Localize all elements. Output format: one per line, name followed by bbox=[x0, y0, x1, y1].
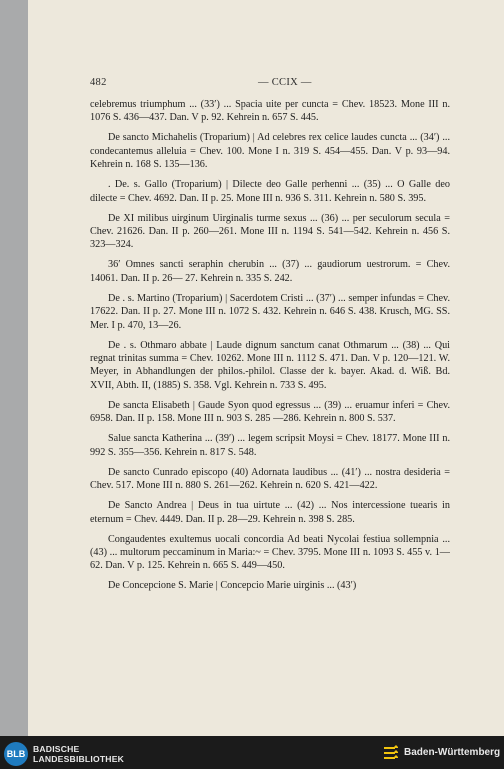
entry: De . s. Martino (Troparium) | Sacerdotem Cristi ... (37′) ... semper infundas = Chev. 17622. Dan. II p. 27. Mone III n. 1072 S. 432. Kehrein n. 646 S. 438. Krusch, MG. SS. Mer. I p. 470, 13—26. bbox=[90, 292, 450, 331]
blb-logo-icon[interactable]: BLB bbox=[4, 742, 28, 766]
body-text bbox=[90, 98, 450, 599]
viewer-footer bbox=[0, 736, 504, 769]
entry: De . s. Othmaro abbate | Laude dignum sanctum canat Othmarum ... (38) ... Qui regnat trinitas summa = Chev. 10262. Mone III n. 1112 S. 471. Dan. V p. 120—121. W. Meyer, in Abhandlungen der philos.-philol. Classe der k. bayer. Akad. d. Wiß. Bd. XVII, Abth. II, (1885) S. 358. Vgl. Kehrein n. 733 S. 495. bbox=[90, 339, 450, 391]
entry: De Concepcione S. Marie | Concepcio Marie uirginis ... (43′) bbox=[108, 580, 357, 592]
entry: De XI milibus uirginum Uirginalis turme sexus ... (36) ... per seculorum secula = Chev. 21626. Dan. II p. 260—261. Mone III n. 1194 S. 541—542. Kehrein n. 456 S. 323—324. bbox=[90, 212, 450, 251]
entry: 36′ Omnes sancti seraphin cherubin ... (37) ... gaudiorum uestrorum. = Chev. 14061. Dan. II p. 26— 27. Kehrein n. 335 S. 242. bbox=[90, 259, 450, 284]
baden-wuerttemberg-lions-icon bbox=[382, 744, 400, 761]
entry: De sancta Elisabeth | Gaude Syon quod egressus ... (39) ... eruamur inferi = Chev. 6958. Dan. II p. 158. Mone III n. 903 S. 285 —286. Kehrein n. 800 S. 537. bbox=[90, 399, 450, 425]
entry: Congaudentes exultemus uocali concordia Ad beati Nycolai festiua sollempnia ... (43) ... multorum peccaminum in Maria:~ = Chev. 3795. Mone III n. 1093 S. 455 v. 1—62. Dan. V p. 125. Kehrein n. 665 S. 449—450. bbox=[90, 533, 450, 572]
entry: De Sancto Andrea | Deus in tua uirtute ... (42) ... Nos intercessione tuearis in eternum = Chev. 4449. Dan. II p. 28—29. Kehrein n. 398 S. 285. bbox=[90, 500, 450, 525]
entry: . De. s. Gallo (Troparium) | Dilecte deo Galle perhenni ... (35) ... O Galle deo dilecte = Chev. 4692. Dan. II p. 25. Mone III n. 936 S. 311. Kehrein n. 580 S. 395. bbox=[90, 179, 450, 204]
entry: De sancto Michahelis (Troparium) | Ad celebres rex celice laudes cuncta ... (34′) ... condecantemus alleluia = Chev. 100. Mone I n. 319 S. 454—455. Dan. V p. 93—94. Kehrein n. 168 S. 135—136. bbox=[90, 132, 450, 171]
entry: Salue sancta Katherina ... (39′) ... legem scripsit Moysi = Chev. 18177. Mone III n. 992 S. 355—356. Kehrein n. 817 S. 548. bbox=[90, 433, 450, 458]
page-number: 482 bbox=[90, 77, 107, 88]
entry: celebremus triumphum ... (33′) ... Spacia uite per cuncta = Chev. 18523. Mone III n. 1076 S. 436—437. Dan. V p. 92. Kehrein n. 657 S. 445. bbox=[90, 99, 450, 124]
state-name[interactable]: Baden-Württemberg bbox=[404, 747, 501, 758]
entry: De sancto Cunrado episcopo (40) Adornata laudibus ... (41′) ... nostra desideria = Chev. 517. Mone III n. 880 S. 261—262. Kehrein n. 620 S. 421—422. bbox=[90, 466, 450, 492]
library-name[interactable] bbox=[33, 744, 124, 764]
library-name-line2: LANDESBIBLIOTHEK bbox=[33, 754, 125, 764]
library-name-line1: BADISCHE bbox=[33, 744, 80, 754]
roman-numeral-heading: — CCIX — bbox=[258, 77, 312, 88]
